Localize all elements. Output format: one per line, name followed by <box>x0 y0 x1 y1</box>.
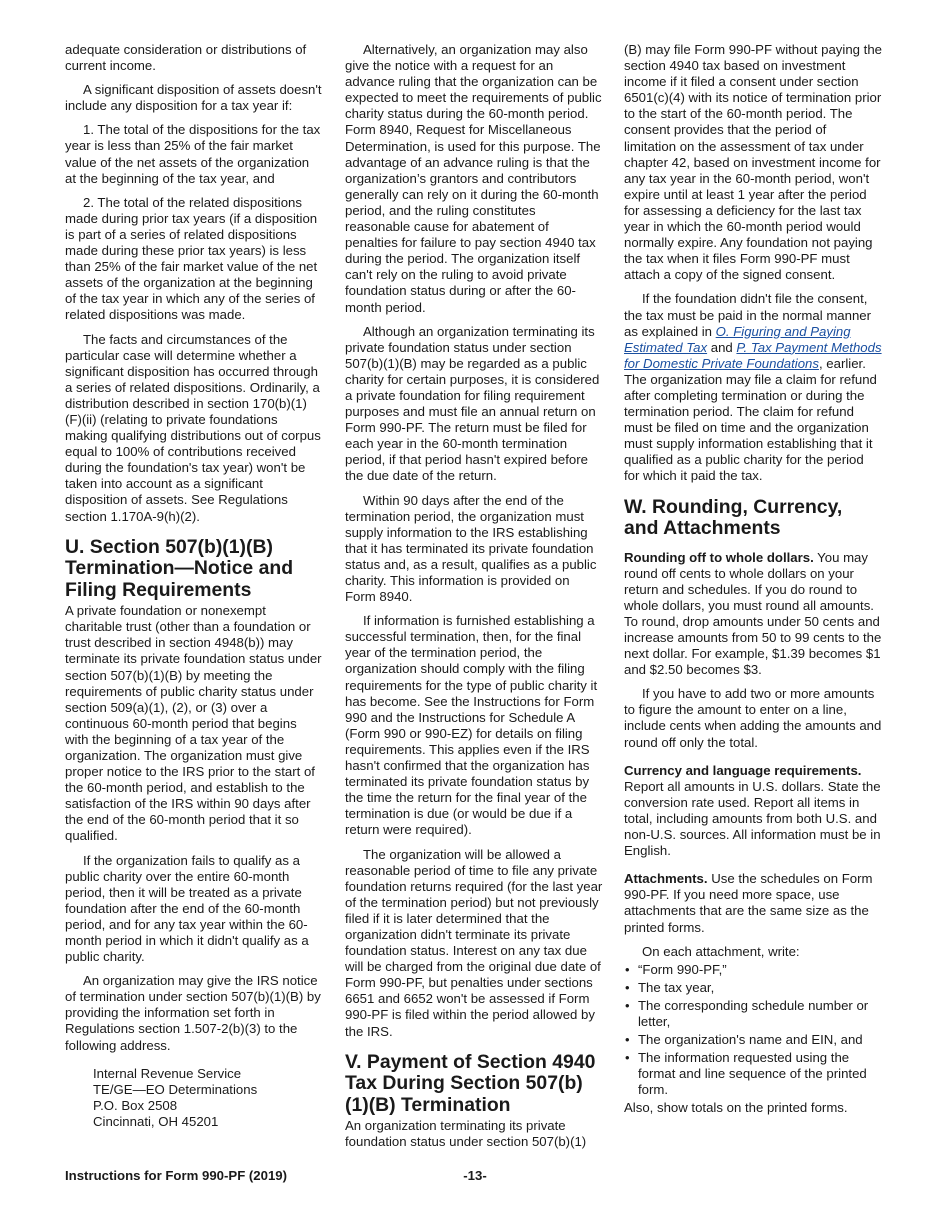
paragraph: Although an organization terminating its private foundation status under section 507(b)(1)(B) may be regarded as a public charity for certain purposes, it is considered a private foundation for filing requirement purposes and must file an annual return on Form 990-PF. The return must be filed for each year in the 60-month termination period, if that period hasn't expired before the due date of the return. <box>345 323 600 484</box>
list-item: • The corresponding schedule number or letter, <box>624 998 882 1030</box>
mailing-address <box>93 1066 323 1130</box>
address-line: Cincinnati, OH 45201 <box>93 1113 219 1129</box>
form-title: Instructions for Form 990-PF (2019) <box>65 1168 288 1183</box>
list-item: 2. The total of the related dispositions made during prior tax years (if a disposition is part of a series of related dispositions made during these prior tax years) is less than 25% of the fair market value of the net assets of the organization at the beginning of the tax year in which any of the series of related dispositions was made. <box>65 194 318 323</box>
page-footer <box>65 1168 885 1186</box>
list-item: • “Form 990-PF,” <box>624 962 882 978</box>
link-tax-payment-methods[interactable]: P. Tax Payment Methods for Domestic Private Foundations <box>624 339 882 371</box>
paragraph: (B) may file Form 990-PF without paying the section 4940 tax based on investment income if it filed a consent under section 6501(c)(4) with its notice of termination prior to the start of the 60-month period. The consent provides that the period of limitation on the assessment of tax under chapter 42, based on investment income for any tax year in the 60-month period, won't expire until at least 1 year after the period for assessing a deficiency for the last tax year in which the 60-month period would normally expire. Any foundation not paying the tax when it files Form 990-PF must attach a copy of the signed consent. <box>624 42 882 283</box>
column-1 <box>65 42 323 1130</box>
paragraph: If information is furnished establishing a successful termination, then, for the final year of the termination period, the organization should comply with the filing requirements for the type of public charity it has become. See the Instructions for Form 990 and the Instructions for Schedule A (Form 990 or 990-EZ) for details on filing requirements. This applies even if the IRS hasn't confirmed that the organization has terminated its private foundation status by the time the return for the final year of the termination is due (or would be due if a return were required). <box>345 613 598 838</box>
list-item: • The organization's name and EIN, and <box>624 1032 882 1048</box>
paragraph: An organization terminating its private foundation status under section 507(b)(1) <box>345 1118 587 1150</box>
text: You may round off cents to whole dollars on your return and schedules. If you do round to whole dollars, you must round all amounts. To round, drop amounts under 50 cents and increase amounts from 50 to 99 cents to the next dollar. For example, $1.39 becomes $1 and $2.50 becomes $3. <box>624 549 882 678</box>
address-line: Internal Revenue Service <box>93 1065 242 1081</box>
text: Use the schedules on Form 990-PF. If you need more space, use attachments that are the same size as the printed forms. <box>624 871 873 935</box>
paragraph: adequate consideration or distributions of current income. <box>65 42 307 74</box>
bullet-list <box>624 962 882 1099</box>
paragraph <box>624 871 882 935</box>
list-item: • The tax year, <box>624 980 882 996</box>
paragraph: An organization may give the IRS notice of termination under section 507(b)(1)(B) by providing the information set forth in Regulations section 1.507-2(b)(3) to the following address. <box>65 973 321 1053</box>
paragraph: The organization will be allowed a reasonable period of time to file any private foundation returns required (for the last year of the termination period) but not previously filed if it is later determined that the organization didn't terminate its private foundation status. Interest on any tax due will be charged from the original due date of Form 990-PF, but penalties under sections 6651 and 6652 won't be assessed if Form 990-PF is filed within the period allowed by the IRS. <box>345 846 603 1039</box>
list-item: 1. The total of the dispositions for the tax year is less than 25% of the fair market value of the net assets of the organization at the beginning of the tax year, and <box>65 122 321 186</box>
paragraph <box>624 550 882 679</box>
paragraph <box>624 763 882 860</box>
text: If the foundation didn't file the consent, the tax must be paid in the normal manner as explained in <box>624 291 872 339</box>
paragraph: On each attachment, write: <box>642 943 800 959</box>
paragraph <box>624 291 882 484</box>
runin-heading: Currency and language requirements. <box>624 762 862 778</box>
text: , earlier. The organization may file a claim for refund after completing termination or during the termination period. The claim for refund must be filed on time and the organization must supply information establishing that it qualified as a public charity for the period for which it paid the tax. <box>624 355 877 484</box>
paragraph: Within 90 days after the end of the termination period, the organization must supply information to the IRS establishing that it has terminated its private foundation status and, as a result, qualifies as a public charity. This information is provided on Form 8940. <box>345 492 597 605</box>
paragraph: Alternatively, an organization may also give the notice with a request for an advance ruling that the organization can be expected to meet the requirements of public charity status during the 60-month period. Form 8940, Request for Miscellaneous Determination, is used for this purpose. The advantage of an advance ruling is that the organization’s grantors and contributors generally can rely on it during the 60-month period, and the ruling constitutes reasonable cause for abatement of penalties for failure to pay section 4940 tax during the period. The organization itself can't rely on the ruling to avoid private foundation status during or after the 60-month period. <box>345 42 602 315</box>
section-heading-w: W. Rounding, Currency, and Attachments <box>624 495 843 540</box>
page-number: -13- <box>463 1168 487 1183</box>
list-item: • The information requested using the format and line sequence of the printed form. <box>624 1050 882 1098</box>
paragraph: The facts and circumstances of the particular case will determine whether a significant disposition has occurred through a series of related dispositions. Ordinarily, a distribution described in section 170(b)(1)(F)(ii) (relating to private foundations making qualifying distributions out of corpus equal to 100% of contributions received during the foundation's tax year) won't be taken into account as a significant disposition of assets. See Regulations section 1.170A-9(h)(2). <box>65 331 321 524</box>
text: Report all amounts in U.S. dollars. State the conversion rate used. Report all items in total, including amounts from both U.S. and non-U.S. sources. All information must be in English. <box>624 778 881 859</box>
link-estimated-tax[interactable]: O. Figuring and Paying Estimated Tax <box>624 323 851 355</box>
paragraph: A significant disposition of assets doesn't include any disposition for a tax year if: <box>65 82 322 114</box>
column-2 <box>345 42 603 1158</box>
paragraph: A private foundation or nonexempt charitable trust (other than a foundation or trust described in section 4948(b)) may terminate its private foundation status under section 507(b)(1)(B) by meeting the requirements of public charity status under section 509(a)(1), (2), or (3) over a continuous 60-month period that begins with the beginning of a tax year of the organization. The organization must give proper notice to the IRS prior to the start of the 60-month period, and establish to the satisfaction of the IRS within 90 days after the end of the 60-month period that it so qualified. <box>65 603 322 844</box>
paragraph: If you have to add two or more amounts to figure the amount to enter on a line, include cents when adding the amounts and round off only the total. <box>624 686 882 750</box>
paragraph: Also, show totals on the printed forms. <box>624 1100 848 1116</box>
runin-heading: Attachments. <box>624 871 708 887</box>
column-3 <box>624 42 882 1125</box>
section-heading-v: V. Payment of Section 4940 Tax During Section 507(b)(1)(B) Termination <box>345 1050 596 1116</box>
runin-heading: Rounding off to whole dollars. <box>624 549 814 565</box>
paragraph: If the organization fails to qualify as a public charity over the entire 60-month period, then it will be treated as a private foundation after the end of the 60-month period, and for any tax year within the 60-month period in which it didn't qualify as a public charity. <box>65 852 309 965</box>
address-line: P.O. Box 2508 <box>93 1097 178 1113</box>
section-heading-u: U. Section 507(b)(1)(B) Termination—Notice and Filing Requirements <box>65 535 294 601</box>
address-line: TE/GE—EO Determinations <box>93 1081 258 1097</box>
text: and <box>707 339 737 355</box>
